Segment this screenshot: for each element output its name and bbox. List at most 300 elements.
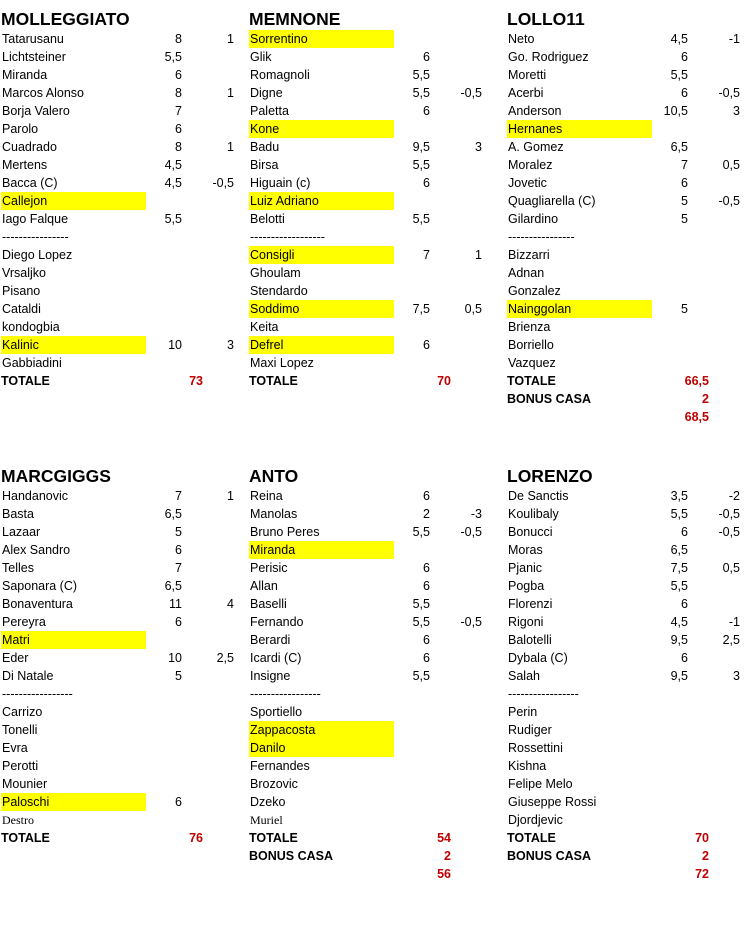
starter-row: [1, 487, 241, 505]
bonus-label: BONUS CASA: [507, 849, 592, 863]
bench-row: [507, 264, 747, 282]
player-vote: 10: [168, 651, 182, 665]
player-vote: 8: [175, 86, 182, 100]
bench-row: [1, 300, 241, 318]
starter-row: [1, 523, 241, 541]
bench-row: [507, 811, 747, 829]
separator-line: ----------------: [508, 230, 575, 244]
bench-row: [1, 282, 241, 300]
player-vote: 6: [175, 615, 182, 629]
player-name: Djordjevic: [508, 813, 563, 827]
player-vote: 5,5: [164, 50, 182, 64]
player-vote: 6: [423, 50, 430, 64]
bench-row: [507, 757, 747, 775]
player-name: Consigli: [249, 246, 394, 264]
player-vote: 6: [681, 525, 688, 539]
player-name: Handanovic: [2, 489, 69, 503]
player-name: Florenzi: [508, 597, 553, 611]
player-name: A. Gomez: [508, 140, 564, 154]
player-name: Belotti: [250, 212, 285, 226]
player-name: Felipe Melo: [508, 777, 573, 791]
player-name: Eder: [2, 651, 29, 665]
bonus-value: 2: [444, 849, 451, 863]
player-name: Kishna: [508, 759, 547, 773]
player-name: Fernandes: [250, 759, 310, 773]
bonus-row: [507, 390, 747, 408]
player-vote: 5,5: [412, 68, 430, 82]
player-vote: 6: [175, 122, 182, 136]
player-bonus: -3: [470, 507, 482, 521]
starter-row: [1, 48, 241, 66]
player-vote: 5: [681, 194, 688, 208]
starter-row: [249, 48, 489, 66]
player-name: Carrizo: [2, 705, 43, 719]
player-name: Alex Sandro: [2, 543, 71, 557]
player-name: Zappacosta: [249, 721, 394, 739]
player-bonus: 0,5: [722, 158, 740, 172]
player-bonus: -2: [728, 489, 740, 503]
bench-row: [249, 264, 489, 282]
total-row: [1, 829, 241, 847]
player-name: Rigoni: [508, 615, 544, 629]
player-vote: 7: [681, 158, 688, 172]
starter-row: [249, 487, 489, 505]
bench-row: [507, 282, 747, 300]
starter-row: [249, 577, 489, 595]
player-name: Iago Falque: [2, 212, 69, 226]
player-name: Hernanes: [507, 120, 652, 138]
player-name: Go. Rodriguez: [508, 50, 589, 64]
starter-row: [1, 595, 241, 613]
player-name: Bruno Peres: [250, 525, 320, 539]
starter-row: [1, 559, 241, 577]
final-total-value: 72: [695, 867, 709, 881]
bonus-row: [249, 847, 489, 865]
player-vote: 10: [168, 338, 182, 352]
starter-row: [507, 613, 747, 631]
bench-row: [507, 336, 747, 354]
player-name: Balotelli: [508, 633, 552, 647]
player-name: Insigne: [250, 669, 291, 683]
bench-row: [1, 811, 241, 829]
player-vote: 6: [175, 543, 182, 557]
player-vote: 7: [423, 248, 430, 262]
player-name: Keita: [250, 320, 279, 334]
bench-row: [249, 282, 489, 300]
player-vote: 9,5: [670, 669, 688, 683]
player-name: Tatarusanu: [2, 32, 64, 46]
total-row: [249, 829, 489, 847]
player-vote: 5: [175, 669, 182, 683]
player-name: Diego Lopez: [2, 248, 73, 262]
player-name: Bizzarri: [508, 248, 550, 262]
starter-row: [249, 613, 489, 631]
total-label: TOTALE: [507, 831, 556, 845]
player-bonus: -0,5: [718, 525, 740, 539]
player-bonus: -1: [728, 615, 740, 629]
separator-row: [1, 685, 241, 703]
player-bonus: 1: [227, 140, 234, 154]
bench-row: [249, 300, 489, 318]
player-bonus: 2,5: [216, 651, 234, 665]
player-name: Evra: [2, 741, 28, 755]
player-bonus: 0,5: [464, 302, 482, 316]
separator-row: [507, 685, 747, 703]
starter-row: [507, 523, 747, 541]
bonus-label: BONUS CASA: [507, 392, 592, 406]
bench-row: [249, 793, 489, 811]
bench-row: [507, 246, 747, 264]
starter-row: [249, 667, 489, 685]
starter-row: [249, 523, 489, 541]
player-name: Lazaar: [2, 525, 41, 539]
player-name: Quagliarella (C): [508, 194, 596, 208]
total-value: 66,5: [684, 374, 709, 388]
starter-row: [1, 156, 241, 174]
player-name: Acerbi: [508, 86, 544, 100]
starter-row: [507, 48, 747, 66]
starter-row: [249, 66, 489, 84]
player-name: Pereyra: [2, 615, 46, 629]
player-vote: 5: [681, 302, 688, 316]
player-name: Mounier: [2, 777, 48, 791]
player-vote: 5,5: [412, 525, 430, 539]
player-name: Kone: [249, 120, 394, 138]
starter-row: [507, 156, 747, 174]
bonus-value: 2: [702, 849, 709, 863]
bench-row: [249, 354, 489, 372]
player-vote: 6: [681, 597, 688, 611]
starter-row: [507, 66, 747, 84]
player-name: Kalinic: [1, 336, 146, 354]
bench-row: [507, 703, 747, 721]
player-name: Destro: [2, 813, 34, 827]
total-value: 70: [437, 374, 451, 388]
player-name: Nainggolan: [507, 300, 652, 318]
final-total-value: 56: [437, 867, 451, 881]
bench-row: [507, 318, 747, 336]
player-name: Parolo: [2, 122, 39, 136]
player-name: Koulibaly: [508, 507, 559, 521]
starter-row: [507, 210, 747, 228]
player-name: Paloschi: [1, 793, 146, 811]
bench-row: [507, 739, 747, 757]
team-name: LORENZO: [507, 466, 593, 486]
total-label: TOTALE: [1, 374, 50, 388]
player-name: Moras: [508, 543, 543, 557]
player-vote: 9,5: [670, 633, 688, 647]
player-vote: 9,5: [412, 140, 430, 154]
starter-row: [1, 649, 241, 667]
starter-row: [249, 174, 489, 192]
starter-row: [507, 192, 747, 210]
player-name: Rossettini: [508, 741, 563, 755]
team-name: MARCGIGGS: [1, 466, 111, 486]
player-vote: 5,5: [670, 507, 688, 521]
separator-line: -----------------: [2, 687, 73, 701]
player-vote: 6: [423, 651, 430, 665]
player-name: Perisic: [250, 561, 288, 575]
starter-row: [1, 667, 241, 685]
starter-row: [249, 541, 489, 559]
bench-row: [1, 757, 241, 775]
player-name: Anderson: [508, 104, 562, 118]
player-name: Bacca (C): [2, 176, 58, 190]
player-name: Baselli: [250, 597, 287, 611]
starter-row: [507, 595, 747, 613]
starter-row: [507, 577, 747, 595]
team-name: MEMNONE: [249, 9, 341, 29]
starter-row: [249, 156, 489, 174]
bench-row: [507, 354, 747, 372]
team-block: [507, 461, 747, 883]
player-name: Salah: [508, 669, 540, 683]
starter-row: [1, 631, 241, 649]
team-block: [1, 4, 241, 390]
player-vote: 6,5: [164, 579, 182, 593]
total-value: 70: [695, 831, 709, 845]
player-name: Neto: [508, 32, 535, 46]
player-name: Pjanic: [508, 561, 543, 575]
bench-row: [1, 775, 241, 793]
starter-row: [507, 120, 747, 138]
bench-row: [249, 739, 489, 757]
player-vote: 7,5: [670, 561, 688, 575]
player-name: Borriello: [508, 338, 554, 352]
player-name: Muriel: [250, 813, 283, 827]
starter-row: [507, 559, 747, 577]
separator-line: -----------------: [250, 687, 321, 701]
total-value: 73: [189, 374, 203, 388]
player-name: Dzeko: [250, 795, 286, 809]
total-label: TOTALE: [507, 374, 556, 388]
player-name: Perin: [508, 705, 538, 719]
starter-row: [249, 210, 489, 228]
starter-row: [249, 102, 489, 120]
starter-row: [1, 505, 241, 523]
bench-row: [1, 703, 241, 721]
starter-row: [507, 84, 747, 102]
starter-row: [249, 595, 489, 613]
total-label: TOTALE: [249, 831, 298, 845]
player-name: Bonucci: [508, 525, 553, 539]
player-name: Miranda: [249, 541, 394, 559]
starter-row: [1, 30, 241, 48]
bench-row: [249, 721, 489, 739]
player-bonus: -0,5: [212, 176, 234, 190]
bonus-row: [507, 847, 747, 865]
player-name: Pogba: [508, 579, 545, 593]
player-vote: 6: [175, 795, 182, 809]
player-vote: 6: [175, 68, 182, 82]
player-bonus: 1: [227, 86, 234, 100]
player-bonus: -0,5: [718, 507, 740, 521]
player-vote: 6: [681, 176, 688, 190]
player-vote: 6: [423, 338, 430, 352]
player-bonus: 2,5: [722, 633, 740, 647]
starter-row: [507, 667, 747, 685]
starter-row: [1, 174, 241, 192]
player-name: Basta: [2, 507, 34, 521]
player-vote: 7: [175, 489, 182, 503]
player-name: Soddimo: [249, 300, 394, 318]
starter-row: [249, 559, 489, 577]
starter-row: [1, 577, 241, 595]
player-name: Adnan: [508, 266, 545, 280]
player-vote: 5,5: [412, 86, 430, 100]
player-name: Birsa: [250, 158, 279, 172]
player-name: Matri: [1, 631, 146, 649]
player-vote: 8: [175, 140, 182, 154]
player-vote: 5,5: [412, 597, 430, 611]
starter-row: [249, 505, 489, 523]
player-name: Giuseppe Rossi: [508, 795, 597, 809]
player-name: Gonzalez: [508, 284, 561, 298]
team-name: MOLLEGGIATO: [1, 9, 130, 29]
starter-row: [1, 210, 241, 228]
player-name: Digne: [250, 86, 283, 100]
player-vote: 4,5: [164, 158, 182, 172]
starter-row: [507, 541, 747, 559]
bench-row: [1, 264, 241, 282]
starter-row: [249, 649, 489, 667]
player-vote: 5,5: [412, 669, 430, 683]
player-name: Miranda: [2, 68, 48, 82]
separator-row: [507, 228, 747, 246]
player-name: Icardi (C): [250, 651, 302, 665]
team-block: [249, 4, 489, 390]
total-row: [507, 829, 747, 847]
player-name: Luiz Adriano: [249, 192, 394, 210]
team-block: [1, 461, 241, 847]
player-vote: 5,5: [670, 579, 688, 593]
player-bonus: 3: [733, 669, 740, 683]
starter-row: [507, 649, 747, 667]
player-name: Tonelli: [2, 723, 38, 737]
total-label: TOTALE: [1, 831, 50, 845]
player-name: Marcos Alonso: [2, 86, 84, 100]
player-vote: 6,5: [164, 507, 182, 521]
player-bonus: -0,5: [718, 194, 740, 208]
total-value: 54: [437, 831, 451, 845]
bench-row: [507, 300, 747, 318]
player-name: Lichtsteiner: [2, 50, 66, 64]
player-name: Manolas: [250, 507, 298, 521]
starter-row: [1, 138, 241, 156]
player-vote: 4,5: [164, 176, 182, 190]
player-vote: 6: [681, 86, 688, 100]
player-name: Pisano: [2, 284, 41, 298]
starter-row: [249, 120, 489, 138]
player-name: Mertens: [2, 158, 48, 172]
player-name: Moralez: [508, 158, 553, 172]
player-name: Moretti: [508, 68, 547, 82]
starter-row: [1, 66, 241, 84]
player-name: Bonaventura: [2, 597, 73, 611]
final-total-row: [507, 865, 747, 883]
player-name: Stendardo: [250, 284, 308, 298]
player-bonus: 3: [733, 104, 740, 118]
player-name: Saponara (C): [2, 579, 78, 593]
bench-row: [1, 721, 241, 739]
bench-row: [249, 318, 489, 336]
player-name: Borja Valero: [2, 104, 70, 118]
bench-row: [507, 721, 747, 739]
player-name: Ghoulam: [250, 266, 301, 280]
player-bonus: -0,5: [460, 615, 482, 629]
total-label: TOTALE: [249, 374, 298, 388]
player-name: Reina: [250, 489, 283, 503]
bench-row: [1, 318, 241, 336]
player-vote: 6: [681, 50, 688, 64]
bench-row: [1, 739, 241, 757]
player-vote: 5,5: [412, 615, 430, 629]
player-name: Cuadrado: [2, 140, 57, 154]
starter-row: [507, 487, 747, 505]
player-name: Rudiger: [508, 723, 552, 737]
player-name: Sportiello: [250, 705, 303, 719]
player-vote: 10,5: [663, 104, 688, 118]
player-name: Fernando: [250, 615, 304, 629]
player-bonus: 0,5: [722, 561, 740, 575]
player-vote: 5,5: [412, 212, 430, 226]
team-name: LOLLO11: [507, 9, 585, 29]
player-vote: 6: [423, 579, 430, 593]
player-vote: 6: [423, 176, 430, 190]
total-row: [507, 372, 747, 390]
bonus-label: BONUS CASA: [249, 849, 334, 863]
player-name: Dybala (C): [508, 651, 568, 665]
starter-row: [249, 30, 489, 48]
team-name: ANTO: [249, 466, 299, 486]
player-vote: 2: [423, 507, 430, 521]
player-name: Romagnoli: [250, 68, 310, 82]
final-total-row: [249, 865, 489, 883]
starter-row: [507, 631, 747, 649]
starter-row: [507, 138, 747, 156]
starter-row: [1, 192, 241, 210]
player-name: Di Natale: [2, 669, 54, 683]
starter-row: [249, 631, 489, 649]
total-row: [249, 372, 489, 390]
starter-row: [507, 30, 747, 48]
starter-row: [507, 102, 747, 120]
player-name: Higuain (c): [250, 176, 311, 190]
player-bonus: 1: [227, 489, 234, 503]
player-name: Gabbiadini: [2, 356, 62, 370]
player-bonus: 1: [475, 248, 482, 262]
starter-row: [1, 541, 241, 559]
bench-row: [249, 246, 489, 264]
player-vote: 5,5: [412, 158, 430, 172]
bonus-value: 2: [702, 392, 709, 406]
player-vote: 6: [423, 489, 430, 503]
player-name: Vazquez: [508, 356, 556, 370]
bench-row: [249, 811, 489, 829]
starter-row: [249, 192, 489, 210]
bench-row: [507, 775, 747, 793]
player-name: Paletta: [250, 104, 289, 118]
player-vote: 6,5: [670, 543, 688, 557]
player-bonus: -0,5: [460, 525, 482, 539]
player-vote: 7: [175, 104, 182, 118]
player-name: Badu: [250, 140, 280, 154]
player-name: Defrel: [249, 336, 394, 354]
player-name: Perotti: [2, 759, 39, 773]
player-name: Berardi: [250, 633, 291, 647]
starter-row: [507, 174, 747, 192]
starter-row: [1, 84, 241, 102]
